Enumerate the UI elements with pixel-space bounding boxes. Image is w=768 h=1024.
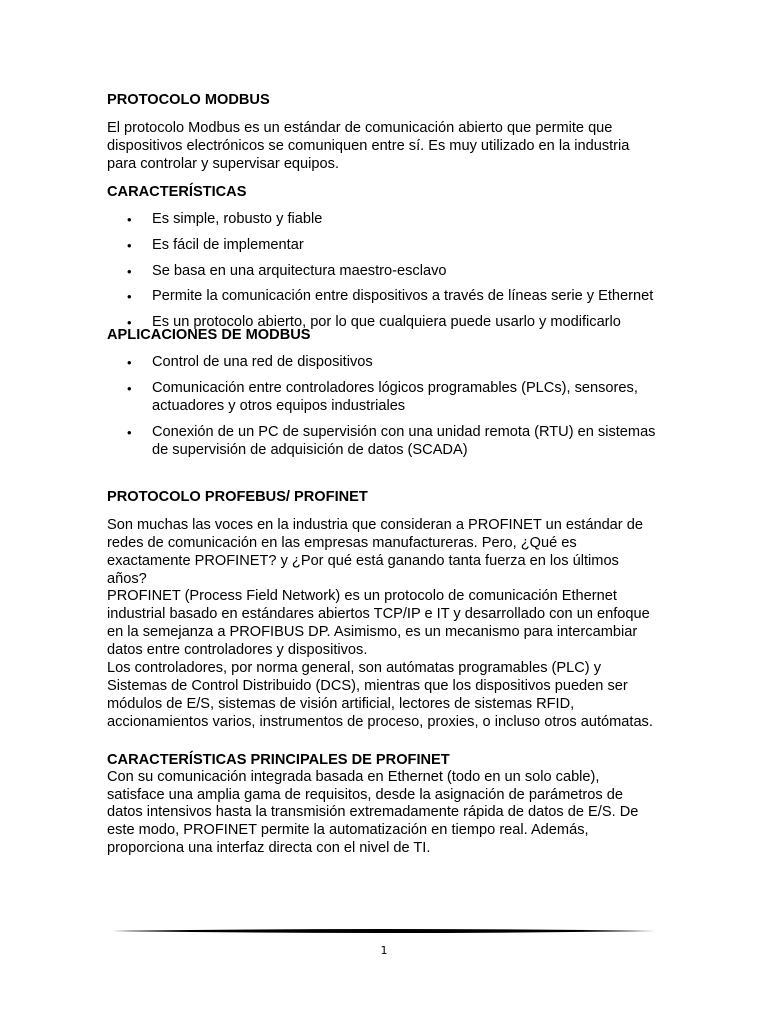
profinet-features-heading: CARACTERÍSTICAS PRINCIPALES DE PROFINET — [107, 751, 450, 768]
bullet-icon: • — [127, 381, 132, 397]
document-body — [107, 91, 659, 858]
modbus-intro: El protocolo Modbus es un estándar de comunicación abierto que permite que dispositivos electrónicos se comuniquen entre sí. Es muy utilizado en la industria para controlar y supervisar equipos. — [107, 120, 630, 172]
bullet-icon: • — [127, 355, 132, 371]
bullet-icon: • — [127, 289, 132, 305]
modbus-applications-heading: APLICACIONES DE MODBUS — [107, 327, 311, 344]
profibus-paragraph-3: Los controladores, por norma general, son autómatas programables (PLC) y Sistemas de Control Distribuido (DCS), mientras que los dispositivos pueden ser módulos de E/S, sistemas de visión artificial, lectores de sistemas RFID, accionamientos varios, instrumentos de proceso, proxies, o incluso otros autómatas. — [107, 660, 653, 730]
profibus-paragraph-1: Son muchas las voces en la industria que consideran a PROFINET un estándar de redes de comunicación en las empresas manufactureras. Pero, ¿Qué es exactamente PROFINET? y ¿Por qué está ganando tanta fuerza en los últimos años? — [107, 516, 643, 587]
bullet-icon: • — [127, 263, 132, 279]
bullet-icon: • — [127, 315, 132, 331]
modbus-features-heading: CARACTERÍSTICAS — [107, 183, 247, 200]
list-item: • Es simple, robusto y fiable — [127, 210, 323, 227]
list-item: • Es fácil de implementar — [127, 236, 304, 253]
profibus-paragraph-2: PROFINET (Process Field Network) es un protocolo de comunicación Ethernet industrial basado en estándares abiertos TCP/IP e IT y desarrollado con un enfoque en la semejanza a PROFIBUS DP. Asimismo, es un mecanismo para intercambiar datos entre controladores y dispositivos. — [107, 588, 650, 659]
page-number: 1 — [380, 944, 388, 957]
list-item: • Conexión de un PC de supervisión con una unidad remota (RTU) en sistemas de supervisión de adquisición de datos (SCADA) — [127, 423, 656, 458]
footer-divider — [112, 928, 656, 934]
profibus-heading: PROTOCOLO PROFEBUS/ PROFINET — [107, 488, 368, 505]
list-item: • Control de una red de dispositivos — [127, 354, 373, 371]
bullet-icon: • — [127, 211, 132, 227]
list-item: • Se basa en una arquitectura maestro-esclavo — [127, 262, 447, 279]
list-item: • Comunicación entre controladores lógicos programables (PLCs), sensores, actuadores y otros equipos industriales — [127, 380, 638, 415]
bullet-icon: • — [127, 424, 132, 440]
modbus-applications-list — [107, 354, 659, 460]
list-item: • Permite la comunicación entre dispositivos a través de líneas serie y Ethernet — [127, 288, 654, 305]
modbus-heading: PROTOCOLO MODBUS — [107, 92, 270, 108]
modbus-features-list — [107, 211, 659, 333]
list-item: • Es un protocolo abierto, por lo que cualquiera puede usarlo y modificarlo — [127, 314, 621, 331]
bullet-icon: • — [127, 237, 132, 253]
profinet-features-text: Con su comunicación integrada basada en Ethernet (todo en un solo cable), satisface una amplia gama de requisitos, desde la asignación de parámetros de datos intensivos hasta la transmisión extremadamente rápida de datos de E/S. De este modo, PROFINET permite la automatización en tiempo real. Además, proporciona una interfaz directa con el nivel de TI. — [107, 768, 639, 857]
